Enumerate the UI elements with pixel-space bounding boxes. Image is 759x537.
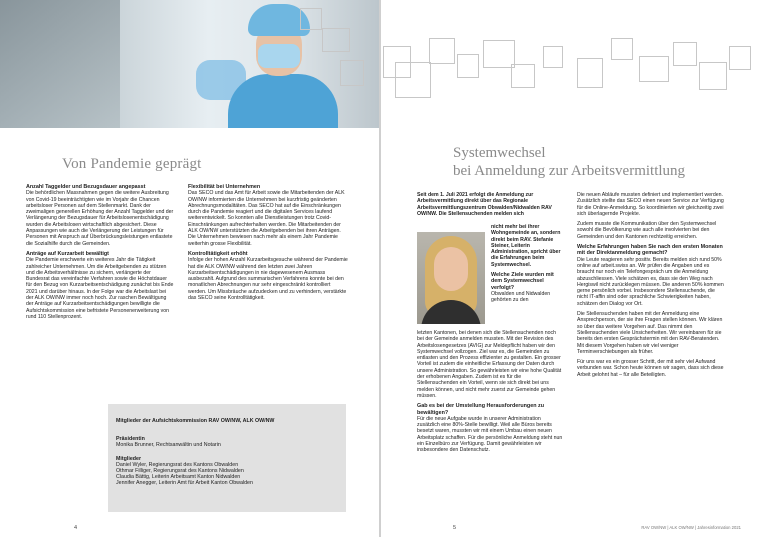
portrait-stefanie-steiner: [417, 232, 485, 324]
box-title: Mitglieder der Aufsichtskommission RAV OW/NW, ALK OW/NW: [116, 418, 275, 424]
answer-1-start: Obwalden und Nidwalden gehörten zu den: [491, 290, 551, 304]
section-heading: Kontrolltätigkeit erhöht: [188, 250, 248, 257]
section-text: Die behördlichen Massnahmen gegen die weitere Ausbreitung von Covid-19 beeinträchtigten wie im Vorjahr die Chancen arbeitsloser Personen auf dem Stellenmarkt. Dank der zweimaligen generellen Erhöhung der Anzahl Taggelder und der Verlängerung der Bezugsdauer für Arbeitslosenentschädigung wurden die Arbeitslosen wirtschaftlich abgesichert. Diese Anpassungen wie auch die Verlängerung der Leistungen für Personen mit Anspruch auf Überbrückungsleistungen entlastete die Sozialhilfe durch die Gemeinden.: [26, 190, 174, 247]
decor-square: [699, 62, 727, 90]
right-page: [381, 0, 759, 537]
member-item: Jennifer Anegger, Leiterin Amt für Arbeit Kanton Obwalden: [116, 480, 253, 486]
answer-2: Für die neue Aufgabe wurde in unserer Administration zusätzlich eine 80%-Stelle bewilligt. Weil alle Büros bereits besetzt waren, mussten wir mit einem Umbau einen neuen Arbeitsplatz schaffen. Für die persönliche Anmeldung steht nun ein Einzelbüro zur Verfügung. Damit gewährleisten wir insbesondere den Datenschutz.: [417, 415, 563, 454]
section-text: Infolge der hohen Anzahl Kurzarbeitsgesuche während der Pandemie hat die ALK OW/NW während den letzten zwei Jahren Kurzarbeitsentschädigungen in nie dagewesenem Ausmass ausbezahlt. Aufgrund des summarischen Verfahrens konnte bei den monatlichen Abrechnungen nur sehr eingeschränkt kontrolliert werden. Um Missbräuche aufzudecken und zu verhindern, verstärkte das SECO seine Kontrolltätigkeit.: [188, 257, 348, 302]
question-3: Welche Erfahrungen haben Sie nach den ersten Monaten mit der Direktanmeldung gemacht?: [577, 244, 723, 257]
decor-square: [300, 8, 322, 30]
left-page-title: Von Pandemie geprägt: [62, 156, 202, 172]
decor-square: [577, 58, 603, 88]
answer-3: Die Leute reagieren sehr positiv. Bereits melden sich rund 50% online auf arbeit.swiss an. Wir prüfen die Angaben und es braucht nur noch ein Telefongespräch um die Anmeldung abzuschliessen. Viele schätzen es, dass sie den Weg nach Hergiswil nicht zurücklegen müssen. Die anderen 50% kommen gerne persönlich vorbei. Insbesondere Stellensuchende, die nicht IT-affin sind oder sprachliche Schwierigkeiten haben, schätzen den Dialog vor Ort.: [577, 256, 724, 307]
section-heading: Anzahl Taggelder und Bezugsdauer angepasst: [26, 184, 146, 190]
intro-continued: nicht mehr bei ihrer Wohngemeinde an, sondern direkt beim RAV. Stefanie Steiner, Leiterin Administration, spricht über die Erfahrungen beim Systemwechsel.: [491, 224, 561, 268]
member-item: Othmar Filliger, Regierungsrat des Kantons Nidwalden: [116, 468, 244, 474]
president-name: Monika Brunner, Rechtsanwältin und Notarin: [116, 442, 221, 448]
decor-square: [395, 62, 431, 98]
left-page: [0, 0, 379, 537]
right-page-title: [453, 144, 685, 180]
interview-column-2: [577, 192, 725, 382]
decor-square: [429, 38, 455, 64]
title-line-2: bei Anmeldung zur Arbeitsvermittlung: [453, 163, 686, 179]
question-2: Gab es bei der Umstellung Herausforderungen zu bewältigen?: [417, 403, 545, 416]
interview-column-1: [417, 330, 563, 458]
intro-lead: Seit dem 1. Juli 2021 erfolgt die Anmeldung zur Arbeitsvermittlung direkt über das Regionale Arbeitsvermittlungszentrum Obwalden/Nidwalden RAV OW/NW. Die Stellensuchenden melden sich: [417, 192, 552, 217]
answer-3-continued: Die Stellensuchenden haben mit der Anmeldung eine Ansprechperson, der sie ihre Fragen stellen können. Wir klären so über das weitere Vorgehen auf. Das nimmt den Stellensuchenden viele Unsicherheiten. Wir vereinbaren für sie bereits den ersten Gesprächstermin mit den RAV-Beratenden. Mit diesem Vorgehen haben wir viel weniger Terminverschiebungen als früher.: [577, 311, 723, 355]
decor-square: [673, 42, 697, 66]
president-label: Präsidentin: [116, 436, 145, 442]
left-column-1: [26, 184, 174, 324]
question-1: Welche Ziele wurden mit dem Systemwechsel verfolgt?: [491, 272, 554, 291]
section-text: Die Pandemie erschwerte ein weiteres Jahr die Tätigkeit zahlreicher Unternehmen. Um die Arbeitgebenden zu stützen und die Arbeitsverhältnisse zu sichern, verlängerte der Bundesrat das vereinfachte Verfahren sowie die Höchstdauer für den Bezug von Kurzarbeitsentschädigung zunächst bis Ende 2021 und darüber hinaus. In der Folge war die Arbeitslast bei der ALK OW/NW immer noch hoch. Zur raschen Bewältigung der Anträge auf Kurzarbeitsentschädigungen bewilligte die Aufsichtskommission eine befristete Personenerweiterung von rund 110 Stellenprozent.: [26, 257, 174, 320]
commission-members-box: [108, 404, 346, 512]
page-footer: RAV OW/NW | ALK OW/NW | Jahresinformation 2021: [641, 525, 741, 530]
title-line-1: Systemwechsel: [453, 145, 546, 161]
intro-side-column: [491, 224, 563, 308]
decor-square: [611, 38, 633, 60]
members-label: Mitglieder: [116, 456, 142, 462]
decor-square: [457, 54, 479, 78]
answer-2-communication: Zudem musste die Kommunikation über den Systemwechsel sowohl die Bevölkerung wie auch alle involvierten bei den Gemeinden und den Kantonen rechtzeitig erreichen.: [577, 221, 717, 240]
decor-square: [729, 46, 751, 70]
page-number: 4: [74, 525, 78, 531]
member-item: Claudia Bättig, Leiterin Arbeitsamt Kanton Nidwalden: [116, 474, 241, 480]
answer-1: letzten Kantonen, bei denen sich die Stellensuchenden noch bei der Gemeinde anmelden mussten. Mit der Revision des Arbeitslosengesetzes (AVIG) zur Meldepflicht haben wir den Systemwechsel vollzogen. Ziel war es, die Gemeinden zu entlasten und den Prozess effizienter zu gestalten. Ein grosser Vorteil ist zudem die einheitliche Erfassung der Daten durch unsere Administration. So gewährleisten wir eine hohe Qualität der erhobenen Angaben. Zudem ist es für die Stellensuchenden ein Vorteil, wenn sie sich direkt bei uns melden können, und nicht mehr zuerst zur Gemeinde gehen müssen.: [417, 330, 562, 399]
decor-square: [639, 56, 669, 82]
section-text: Das SECO und das Amt für Arbeit sowie die Mitarbeitenden der ALK OW/NW informierten die Unternehmen bei kurzfristig geänderten Abrechnungsmodalitäten. Das SECO hat auf die Einschränkungen durch die Pandemie reagiert und die digitalen Services laufend weiterentwickelt. So konnten alle Dienstleistungen trotz Covid-Einschränkungen aufrechterhalten werden. Die Mitarbeitenden der ALK OW/NW unterstützten die Arbeitgebenden bei ihren Anträgen. Die Unternehmen bewiesen nach mehr als einem Jahr Pandemie weiterhin grosse Flexibilität.: [188, 190, 345, 247]
member-item: Daniel Wyler, Regierungsrat des Kantons Obwalden: [116, 462, 239, 468]
left-column-2: [188, 184, 348, 305]
header-photo-nurse: [0, 0, 379, 128]
answer-3-conclusion: Für uns war es ein grosser Schritt, der mit sehr viel Aufwand verbunden war. Schon heute können wir sagen, dass sich diese Arbeit gelohnt hat – für alle Beteiligten.: [577, 359, 724, 378]
section-heading: Anträge auf Kurzarbeit bewältigt: [26, 250, 109, 257]
decor-square: [340, 60, 364, 86]
section-heading: Flexibilität bei Unternehmen: [188, 184, 261, 190]
answer-2-continued: Die neuen Abläufe mussten definiert und implementiert werden. Zusätzlich stellte das SECO einen neuen Service zur Verfügung für die Online-Anmeldung. So koordinierten wir gleichzeitig zwei sich überlagernde Projekte.: [577, 192, 724, 217]
decor-square: [543, 46, 563, 68]
decor-square: [322, 28, 350, 52]
decor-square: [511, 64, 535, 88]
page-number: 5: [453, 525, 457, 531]
